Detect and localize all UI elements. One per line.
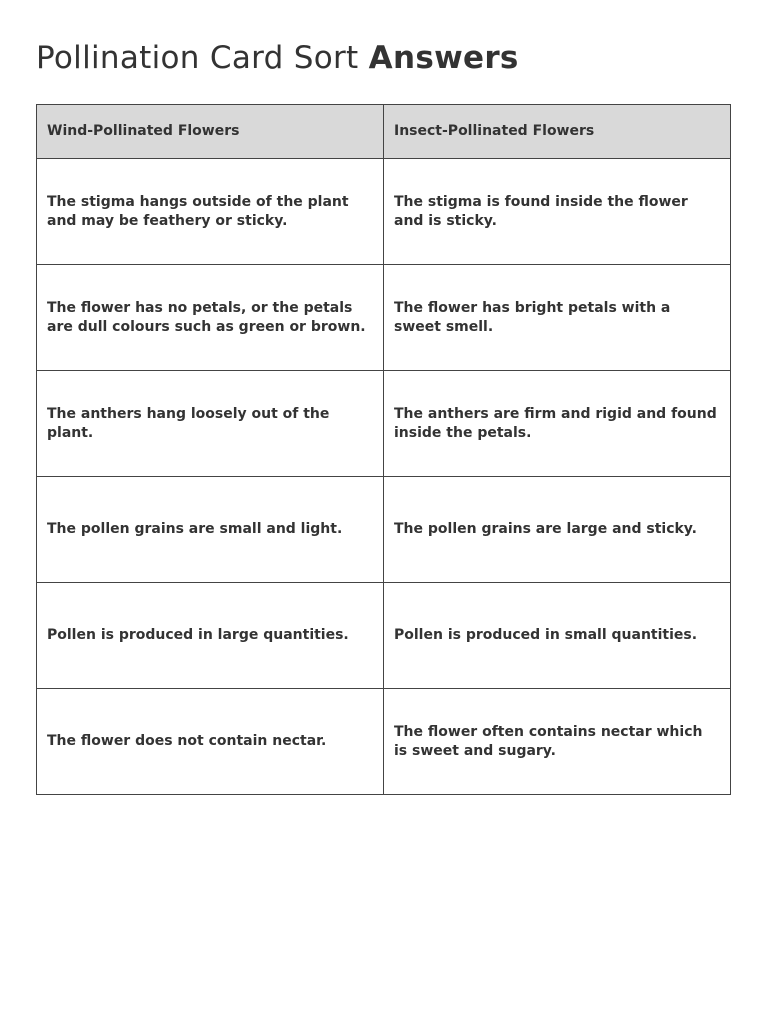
insect-cell: The flower often contains nectar which is sweet and sugary. [384, 689, 731, 795]
insect-cell: The stigma is found inside the flower and is sticky. [384, 159, 731, 265]
insect-cell: The flower has bright petals with a sweet smell. [384, 265, 731, 371]
header-wind-pollinated: Wind-Pollinated Flowers [37, 105, 384, 159]
title-bold: Answers [368, 40, 519, 76]
insect-cell: Pollen is produced in small quantities. [384, 583, 731, 689]
table-row [37, 265, 731, 371]
title-regular: Pollination Card Sort [36, 40, 359, 76]
table-row [37, 371, 731, 477]
wind-cell: The stigma hangs outside of the plant and may be feathery or sticky. [37, 159, 384, 265]
card-sort-table [36, 104, 731, 795]
wind-cell: The flower does not contain nectar. [37, 689, 384, 795]
wind-cell: The flower has no petals, or the petals are dull colours such as green or brown. [37, 265, 384, 371]
table-row [37, 689, 731, 795]
wind-cell: The pollen grains are small and light. [37, 477, 384, 583]
header-row [37, 105, 731, 159]
wind-cell: The anthers hang loosely out of the plant. [37, 371, 384, 477]
insect-cell: The pollen grains are large and sticky. [384, 477, 731, 583]
insect-cell: The anthers are firm and rigid and found inside the petals. [384, 371, 731, 477]
table-row [37, 583, 731, 689]
header-insect-pollinated: Insect-Pollinated Flowers [384, 105, 731, 159]
wind-cell: Pollen is produced in large quantities. [37, 583, 384, 689]
table-row [37, 159, 731, 265]
table-row [37, 477, 731, 583]
page-title [36, 36, 519, 80]
